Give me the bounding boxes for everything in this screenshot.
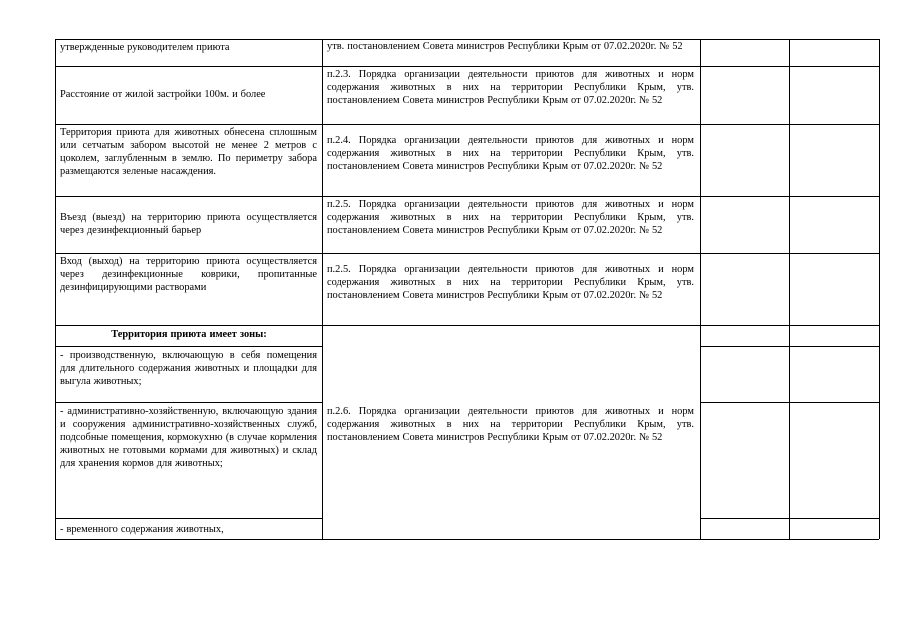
table-rule <box>55 196 879 197</box>
table-rule <box>879 39 880 539</box>
table-rule <box>55 39 56 539</box>
basis-cell: утв. постановлением Совета министров Республики Крым от 07.02.2020г. № 52 <box>327 41 683 52</box>
table-rule <box>55 66 879 67</box>
table-rule <box>700 39 701 539</box>
table-rule <box>322 39 323 539</box>
basis-cell: п.2.3. Порядка организации деятельности приютов для животных и норм содержания животных в них на территории Республики Крым, утв. постановлением Совета министров Республики Крым от 07.02.2020г. № 52 <box>327 69 694 106</box>
table-rule <box>55 402 323 403</box>
table-rule <box>55 518 323 519</box>
zones-heading: Территория приюта имеет зоны: <box>111 329 267 340</box>
table-rule <box>55 325 879 326</box>
requirement-cell: Расстояние от жилой застройки 100м. и более <box>60 89 266 100</box>
requirement-cell: Территория приюта для животных обнесена сплошным или сетчатым забором высотой не менее 2 метров с цоколем, заглубленным в землю. По периметру забора размещаются зеленые насаждения. <box>60 127 317 177</box>
table-rule <box>55 124 879 125</box>
table-rule <box>55 39 879 40</box>
zone-item: - административно-хозяйственную, включающую здания и сооружения административно-хозяйственных служб, подсобные помещения, кормокухню (в случае кормления животных не готовыми кормами для животных) и склад для хранения кормов для животных; <box>60 406 317 469</box>
table-rule <box>55 539 879 540</box>
requirement-cell: Вход (выход) на территорию приюта осуществляется через дезинфекционные коврики, пропитанные дезинфицирующими растворами <box>60 256 317 293</box>
table-rule <box>55 253 879 254</box>
zone-item: - производственную, включающую в себя помещения для длительного содержания животных и площадки для выгула животных; <box>60 350 317 387</box>
zones-basis-cell: п.2.6. Порядка организации деятельности приютов для животных и норм содержания животных в них на территории Республики Крым, утв. постановлением Совета министров Республики Крым от 07.02.2020г. № 52 <box>327 406 694 443</box>
requirement-cell: Въезд (выезд) на территорию приюта осуществляется через дезинфекционный барьер <box>60 212 317 236</box>
basis-cell: п.2.5. Порядка организации деятельности приютов для животных и норм содержания животных в них на территории Республики Крым, утв. постановлением Совета министров Республики Крым от 07.02.2020г. № 52 <box>327 264 694 301</box>
basis-cell: п.2.5. Порядка организации деятельности приютов для животных и норм содержания животных в них на территории Республики Крым, утв. постановлением Совета министров Республики Крым от 07.02.2020г. № 52 <box>327 199 694 236</box>
table-rule <box>55 346 323 347</box>
zone-item: - временного содержания животных, <box>60 524 224 535</box>
table-rule <box>789 39 790 539</box>
basis-cell: п.2.4. Порядка организации деятельности приютов для животных и норм содержания животных в них на территории Республики Крым, утв. постановлением Совета министров Республики Крым от 07.02.2020г. № 52 <box>327 135 694 172</box>
requirement-cell: утвержденные руководителем приюта <box>60 42 230 53</box>
